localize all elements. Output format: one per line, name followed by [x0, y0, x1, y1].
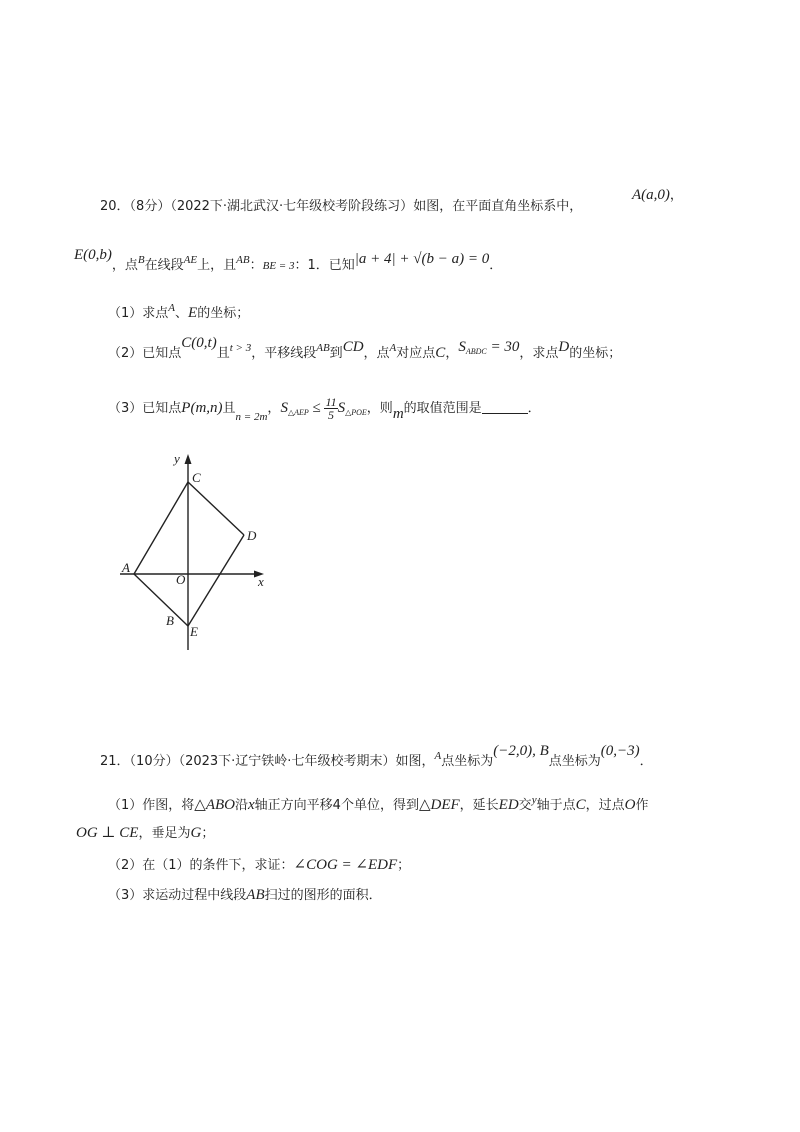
q21-a-coord: (−2,0), B	[493, 743, 549, 759]
q21-part2: （2）在（1）的条件下，求证：∠COG = ∠EDF；	[108, 857, 411, 873]
y-axis-arrow	[185, 454, 192, 464]
q20-part1: （1）求点$^A$、E的坐标；	[108, 302, 250, 321]
fraction-11-5: $\frac{11}{5}$	[325, 395, 337, 422]
segment-db	[188, 535, 244, 626]
q20-stem-line2: E(0,b)，点$^B$在线段$^{AE}$上，且$^{AB}$：BE = 3：1．已知|a + 4| + √(b − a) = 0．	[74, 247, 503, 273]
label-y: y	[174, 451, 180, 466]
q20-condition: |a + 4| + √(b − a) = 0	[354, 251, 490, 267]
q20-source: （2022下·湖北武汉·七年级校考阶段练习）	[170, 199, 414, 214]
label-b: B	[166, 613, 174, 628]
q20-point-e-coord: E(0,b)	[74, 247, 112, 263]
q21-stem-line: 21．（10分）（2023下·辽宁铁岭·七年级校考期末）如图，$^A$点坐标为(−2,0), B点坐标为(0,−3)．	[100, 743, 653, 769]
q20-area-abdc: $S_{ABDC} = 30$	[458, 339, 520, 356]
q20-part3: （3）已知点P(m,n)且$_{n = 2m}$，$S_{\triangle AEP}$ ≤ $\frac{11}{5}$ $S_{\triangle POE}$，则m的取值范围是 ．	[108, 395, 541, 423]
label-c: C	[192, 470, 201, 485]
q21-number: 21．	[100, 754, 130, 769]
q21-source: （2023下·辽宁铁岭·七年级校考期末）	[178, 754, 396, 769]
label-o: O	[176, 572, 186, 587]
q21-part3: （3）求运动过程中线段AB扫过的图形的面积．	[108, 887, 382, 903]
q21-score: （10分）	[129, 754, 179, 769]
q20-part2: （2）已知点C(0,t)且$^{t > 3}$，平移线段$^{AB}$到CD，点$^A$对应点C，$S_{ABDC} = 30$，求点D的坐标；	[108, 335, 622, 361]
q21-part1-line2: OG ⊥ CE，垂足为G；	[76, 825, 215, 841]
label-e: E	[190, 624, 198, 639]
label-a: A	[122, 560, 130, 575]
q20-point-a-coord: A(a,0)，	[632, 187, 683, 203]
label-x: x	[258, 574, 264, 589]
q20-score: （8分）	[129, 199, 171, 214]
q20-number: 20．	[100, 199, 130, 214]
q20-area-inequality: $S_{\triangle AEP}$ ≤ $\frac{11}{5}$ $S_{\triangle POE}$	[280, 395, 367, 422]
q21-b-coord: (0,−3)	[600, 743, 640, 759]
segment-ac	[134, 482, 188, 574]
segment-cd	[188, 482, 244, 535]
q21-part1-line1: （1）作图，将△ABO沿x轴正方向平移4个单位，得到△DEF，延长ED交$^y$轴于点C，过点O作	[108, 794, 649, 813]
label-d: D	[247, 528, 257, 543]
q20-stem: 如图，在平面直角坐标系中，	[413, 199, 583, 214]
